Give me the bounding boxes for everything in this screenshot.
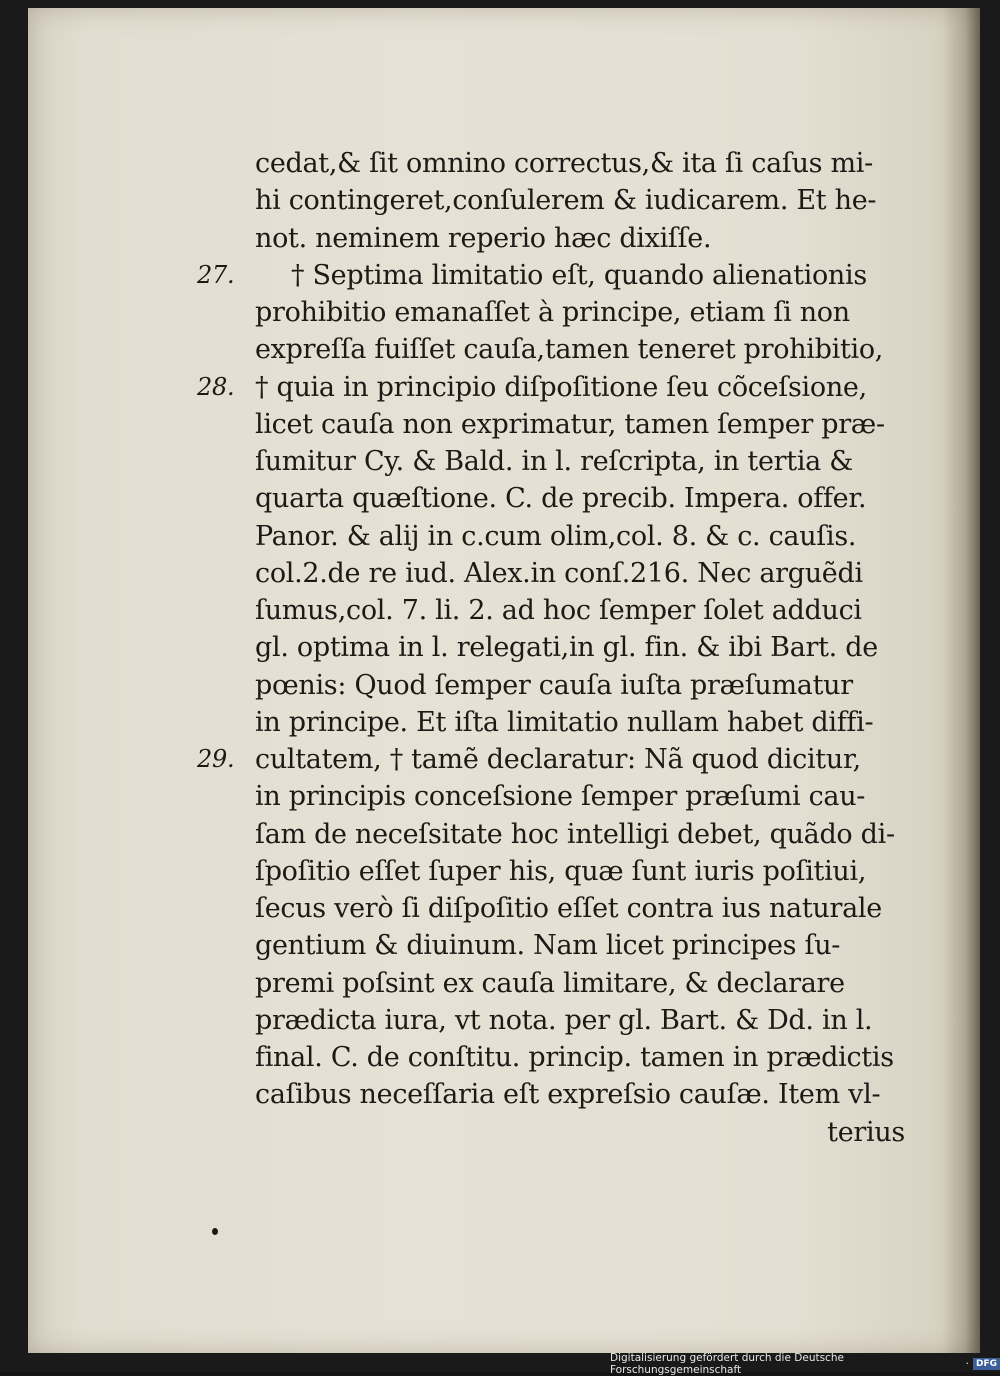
line-text: premi poſsint ex cauſa limitare, & declarare — [255, 967, 845, 999]
line-text: ſecus verò ſi diſpoſitio eſſet contra ius naturale — [255, 893, 882, 924]
line-text: expreſſa fuiſſet cauſa,tamen teneret prohibitio, — [255, 334, 884, 366]
text-line — [255, 629, 905, 666]
text-line — [255, 480, 905, 517]
text-line — [197, 369, 905, 406]
line-text: pœnis: Quod ſemper cauſa iuſta præſumatur — [255, 669, 853, 701]
ink-spot — [212, 1228, 218, 1235]
line-text: quarta quæſtione. C. de precib. Impera. offer. — [255, 483, 867, 515]
line-text: not. neminem reperio hæc dixiſſe. — [255, 222, 712, 254]
footer-text: Digitalisierung gefördert durch die Deutsche Forschungsgemeinschaft — [610, 1352, 844, 1376]
text-line — [255, 853, 905, 890]
text-line — [255, 294, 905, 331]
line-text: † quia in principio diſpoſitione ſeu cõceſsione, — [255, 371, 867, 403]
page-edge-shadow — [942, 8, 980, 1353]
text-line — [255, 555, 905, 592]
line-text: caſibus neceſſaria eſt expreſsio cauſæ. Item vl- — [255, 1079, 881, 1111]
text-line — [197, 257, 905, 294]
line-text: ſam de neceſsitate hoc intelligi debet, quãdo di- — [255, 818, 895, 850]
catchword-line — [255, 1114, 905, 1151]
text-line — [255, 667, 905, 704]
text-line — [255, 220, 905, 257]
dfg-logo: DFG — [973, 1358, 1000, 1370]
line-text: gl. optima in l. relegati,in gl. fin. & ibi Bart. de — [255, 632, 878, 664]
line-text: Panor. & alij in c.cum olim,col. 8. & c. cauſis. — [255, 520, 857, 552]
margin-number: 27. — [197, 260, 235, 289]
footer-credit: Digitalisierung gefördert durch die Deutsche Forschungsgemeinschaft · DFG — [610, 1357, 1000, 1371]
margin-number: 29. — [197, 745, 235, 773]
line-text: ſpoſitio eſſet ſuper his, quæ ſunt iuris poſitiui, — [255, 855, 867, 887]
line-text: † Septima limitatio eſt, quando alienationis — [291, 259, 867, 291]
text-line — [255, 704, 905, 741]
text-line — [255, 592, 905, 629]
text-line — [255, 145, 905, 182]
text-line — [255, 890, 905, 927]
text-block — [197, 145, 905, 1151]
text-line — [255, 1039, 905, 1076]
line-text: cultatem, † tamẽ declaratur: Nã quod dicitur, — [255, 744, 861, 775]
catchword: terius — [827, 1116, 905, 1148]
line-text: prædicta iura, vt nota. per gl. Bart. & Dd. in l. — [255, 1004, 873, 1036]
line-text: ſumitur Cy. & Bald. in l. reſcripta, in tertia & — [255, 446, 853, 477]
text-line — [255, 816, 905, 853]
line-text: ſumus,col. 7. li. 2. ad hoc ſemper ſolet adduci — [255, 595, 862, 626]
text-line — [255, 182, 905, 219]
text-line — [255, 1076, 905, 1113]
line-text: licet cauſa non exprimatur, tamen ſemper præ- — [255, 408, 885, 440]
text-line — [197, 741, 905, 778]
text-line — [255, 518, 905, 555]
margin-number: 28. — [197, 372, 235, 401]
line-text: in principis conceſsione ſemper præſumi cau- — [255, 781, 866, 813]
line-text: final. C. de conſtitu. princip. tamen in prædictis — [255, 1042, 894, 1073]
text-line — [255, 965, 905, 1002]
text-line — [255, 331, 905, 368]
text-line — [255, 1002, 905, 1039]
line-text: gentium & diuinum. Nam licet principes ſu- — [255, 930, 841, 962]
text-line — [255, 443, 905, 480]
line-text: prohibitio emanaſſet à principe, etiam ſi non — [255, 297, 850, 328]
line-text: cedat,& ſit omnino correctus,& ita ſi caſus mi- — [255, 148, 873, 179]
text-line — [255, 927, 905, 964]
line-text: hi contingeret,conſulerem & iudicarem. Et he- — [255, 185, 877, 217]
text-line — [255, 406, 905, 443]
line-text: in principe. Et iſta limitatio nullam habet diffi- — [255, 706, 874, 738]
line-text: col.2.de re iud. Alex.in conſ.216. Nec arguẽdi — [255, 557, 863, 589]
text-line — [255, 778, 905, 815]
